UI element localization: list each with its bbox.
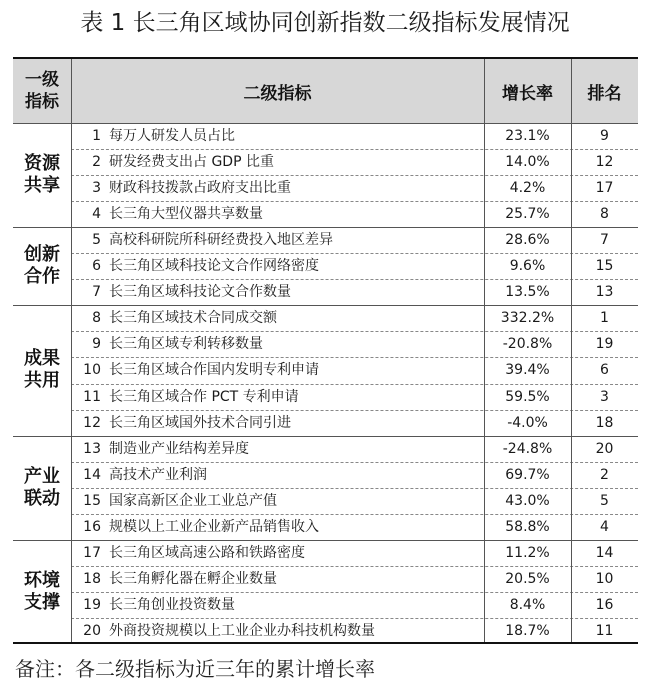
table-header (13, 59, 638, 123)
indicator-name: 研发经费支出占 GDP 比重 (109, 154, 274, 171)
table-row (71, 331, 638, 357)
indicator-number: 14 (83, 466, 101, 483)
table-row (71, 201, 638, 227)
indicator-name: 长三角区域科技论文合作数量 (109, 284, 291, 301)
indicator-number: 19 (83, 596, 101, 613)
rank-cell: 8 (600, 206, 609, 223)
indicator-name: 长三角大型仪器共享数量 (109, 206, 263, 223)
indicator-number: 6 (92, 258, 101, 275)
indicator-number: 18 (83, 570, 101, 587)
growth-cell: 25.7% (505, 206, 550, 223)
category-cell: 资源 共享 (24, 153, 60, 197)
indicator-number: 16 (83, 518, 101, 535)
indicator-cell (71, 227, 484, 253)
rank-cell: 11 (595, 622, 614, 639)
growth-cell: 11.2% (505, 544, 550, 561)
category-cell: 产业 联动 (24, 465, 60, 509)
indicator-cell (71, 253, 484, 279)
indicator-number: 5 (92, 232, 101, 249)
table-row (71, 123, 638, 149)
table-row (71, 305, 638, 331)
indicator-number: 9 (92, 336, 101, 353)
table-row (71, 488, 638, 514)
header-growth: 增长率 (502, 83, 553, 104)
growth-cell: 4.2% (509, 180, 546, 197)
rank-cell: 5 (600, 492, 609, 509)
indicator-cell (71, 462, 484, 488)
growth-cell: -4.0% (507, 414, 548, 431)
growth-cell: 69.7% (505, 466, 550, 483)
indicator-cell (71, 410, 484, 436)
header-level2: 二级指标 (243, 83, 312, 104)
growth-cell: 20.5% (505, 570, 550, 587)
growth-cell: 13.5% (505, 284, 550, 301)
growth-cell: 39.4% (505, 362, 550, 379)
growth-cell: 28.6% (505, 232, 550, 249)
table-row (71, 566, 638, 592)
table-row (71, 540, 638, 566)
indicator-cell (71, 175, 484, 201)
indicator-name: 长三角创业投资数量 (109, 596, 235, 613)
rank-cell: 7 (600, 232, 609, 249)
indicator-number: 8 (92, 310, 101, 327)
indicator-number: 11 (83, 388, 101, 405)
indicator-cell (71, 357, 484, 383)
indicator-number: 20 (83, 622, 101, 639)
rank-cell: 6 (600, 362, 609, 379)
header-rank: 排名 (587, 83, 622, 104)
rank-cell: 16 (595, 596, 614, 613)
indicator-cell (71, 149, 484, 175)
indicator-name: 国家高新区企业工业总产值 (109, 492, 277, 509)
indicator-name: 长三角区域高速公路和铁路密度 (109, 544, 305, 561)
indicator-number: 13 (83, 440, 101, 457)
indicator-name: 长三角区域科技论文合作网络密度 (109, 258, 319, 275)
indicator-cell (71, 618, 484, 644)
growth-cell: -24.8% (502, 440, 553, 457)
growth-cell: 18.7% (505, 622, 550, 639)
column-divider (484, 59, 485, 642)
table-row (71, 279, 638, 305)
indicator-cell (71, 488, 484, 514)
indicator-cell (71, 566, 484, 592)
rank-cell: 18 (595, 414, 614, 431)
growth-cell: 14.0% (505, 154, 550, 171)
table-row (71, 175, 638, 201)
table-title: 表 1 长三角区域协同创新指数二级指标发展情况 (80, 10, 570, 36)
indicator-cell (71, 331, 484, 357)
indicator-cell (71, 201, 484, 227)
rank-cell: 14 (595, 544, 614, 561)
indicator-name: 每万人研发人员占比 (109, 128, 235, 144)
indicator-number: 17 (83, 544, 101, 561)
indicator-number: 3 (92, 180, 101, 197)
indicator-name: 制造业产业结构差异度 (109, 440, 249, 457)
indicator-number: 10 (83, 362, 101, 379)
rank-cell: 13 (595, 284, 614, 301)
rank-cell: 19 (595, 336, 614, 353)
rank-cell: 17 (595, 180, 614, 197)
indicator-name: 高技术产业利润 (109, 466, 207, 483)
rank-cell: 12 (595, 154, 614, 171)
column-divider (71, 59, 72, 642)
indicator-number: 1 (92, 128, 101, 144)
indicator-cell (71, 592, 484, 618)
rank-cell: 4 (600, 518, 609, 535)
header-level1: 一级 指标 (25, 70, 59, 112)
rank-cell: 20 (595, 440, 614, 457)
indicator-cell (71, 279, 484, 305)
rank-cell: 2 (600, 466, 609, 483)
table-row (71, 618, 638, 644)
table-row (71, 253, 638, 279)
table-row (71, 227, 638, 253)
indicator-name: 外商投资规模以上工业企业办科技机构数量 (109, 622, 375, 639)
table-row (71, 462, 638, 488)
rank-cell: 1 (600, 310, 609, 327)
rank-cell: 15 (595, 258, 614, 275)
indicator-name: 长三角区域合作国内发明专利申请 (109, 362, 319, 379)
growth-cell: 58.8% (505, 518, 550, 535)
indicator-name: 长三角孵化器在孵企业数量 (109, 570, 277, 587)
indicator-name: 长三角区域合作 PCT 专利申请 (109, 388, 299, 405)
indicator-number: 4 (92, 206, 101, 223)
rank-cell: 10 (595, 570, 614, 587)
indicator-cell (71, 123, 484, 149)
table-row (71, 436, 638, 462)
indicator-name: 高校科研院所科研经费投入地区差异 (109, 232, 333, 249)
indicator-cell (71, 384, 484, 410)
growth-cell: 59.5% (505, 388, 550, 405)
table-note: 备注：各二级指标为近三年的累计增长率 (15, 657, 375, 681)
indicator-cell (71, 540, 484, 566)
indicator-cell (71, 305, 484, 331)
growth-cell: 43.0% (505, 492, 550, 509)
indicator-name: 长三角区域国外技术合同引进 (109, 414, 291, 431)
indicator-cell (71, 514, 484, 540)
indicator-number: 12 (83, 414, 101, 431)
table-row (71, 592, 638, 618)
indicator-cell (71, 436, 484, 462)
indicator-number: 15 (83, 492, 101, 509)
category-cell: 创新 合作 (24, 244, 60, 288)
indicator-name: 规模以上工业企业新产品销售收入 (109, 518, 319, 535)
growth-cell: 23.1% (505, 128, 550, 144)
column-divider (571, 59, 572, 642)
growth-cell: 332.2% (500, 310, 555, 327)
category-cell: 环境 支撑 (24, 569, 60, 613)
table-row (71, 357, 638, 383)
table-row (71, 514, 638, 540)
table-row (71, 410, 638, 436)
indicator-number: 2 (92, 154, 101, 171)
table-row (71, 384, 638, 410)
growth-cell: 9.6% (509, 258, 546, 275)
growth-cell: -20.8% (502, 336, 553, 353)
category-cell: 成果 共用 (24, 348, 60, 392)
growth-cell: 8.4% (509, 596, 546, 613)
rank-cell: 3 (600, 388, 609, 405)
table-row (71, 149, 638, 175)
indicator-name: 长三角区域技术合同成交额 (109, 310, 277, 327)
indicator-name: 长三角区域专利转移数量 (109, 336, 263, 353)
indicator-table (13, 57, 638, 644)
indicator-number: 7 (92, 284, 101, 301)
indicator-name: 财政科技拨款占政府支出比重 (109, 180, 291, 197)
rank-cell: 9 (600, 128, 609, 144)
